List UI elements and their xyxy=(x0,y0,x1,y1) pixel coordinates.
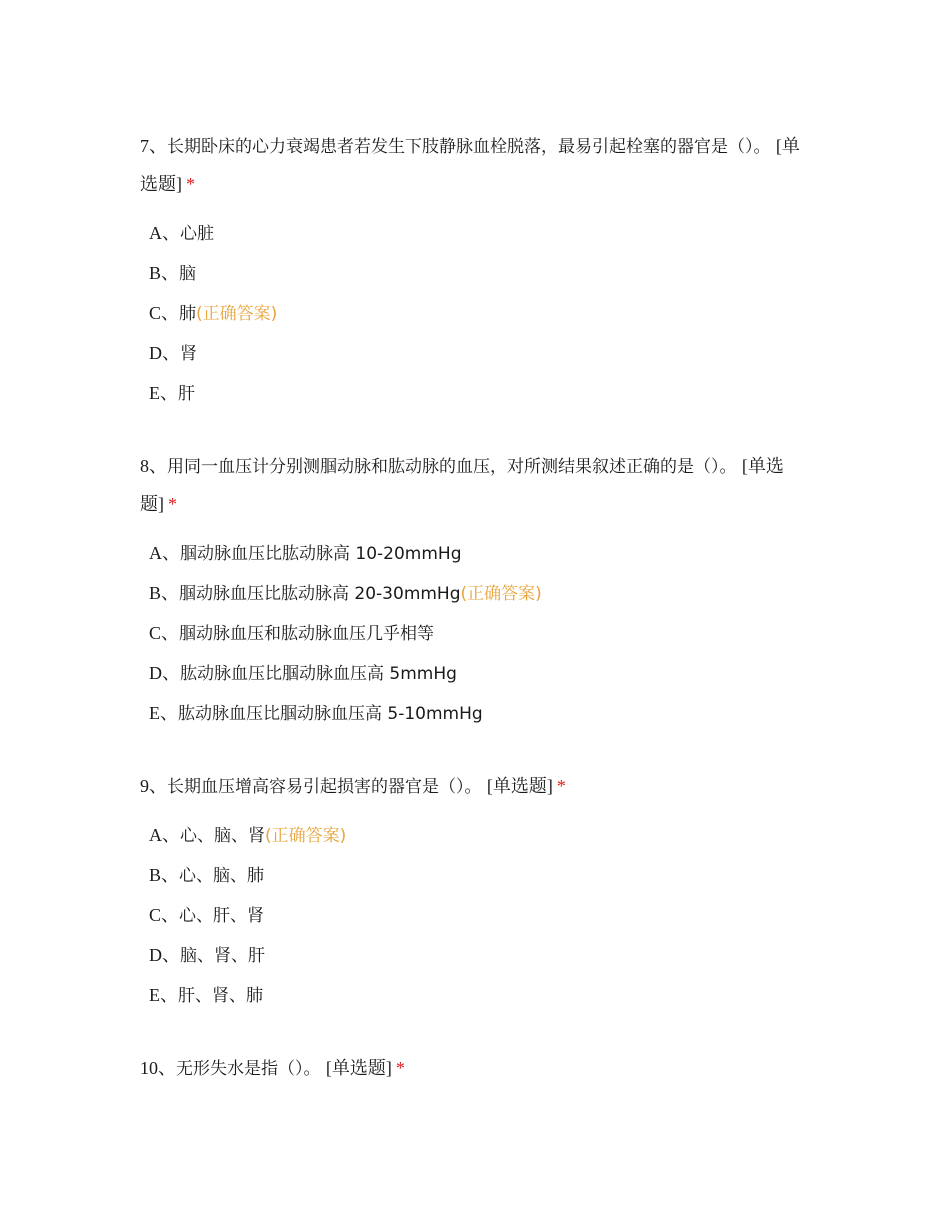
option-text: 腘动脉血压比肱动脉高 10-20mmHg xyxy=(180,544,462,564)
question-title xyxy=(140,128,800,204)
option-a[interactable] xyxy=(140,533,800,573)
option-text: 心、脑、肾 xyxy=(180,826,265,846)
option-e[interactable] xyxy=(140,975,800,1015)
option-text: 脑、肾、肝 xyxy=(180,946,265,966)
option-text: 腘动脉血压和肱动脉血压几乎相等 xyxy=(179,624,435,644)
option-text: 肱动脉血压比腘动脉血压高 5mmHg xyxy=(180,664,457,684)
question-title xyxy=(140,1050,800,1088)
option-label: C、 xyxy=(149,623,180,643)
correct-answer-tag: (正确答案) xyxy=(196,304,278,324)
option-c[interactable] xyxy=(140,895,800,935)
option-label: B、 xyxy=(149,263,180,283)
required-mark: * xyxy=(556,776,566,796)
question-number: 10、 xyxy=(140,1058,176,1078)
option-label: E、 xyxy=(149,985,178,1005)
question-8 xyxy=(140,448,800,733)
question-type: [单选题] xyxy=(325,1058,392,1078)
option-label: D、 xyxy=(149,343,180,363)
option-text: 脑 xyxy=(179,264,197,284)
option-b[interactable] xyxy=(140,573,800,613)
option-c[interactable] xyxy=(140,293,800,333)
option-text: 肺 xyxy=(179,304,197,324)
option-label: A、 xyxy=(149,825,180,845)
option-label: E、 xyxy=(149,703,178,723)
option-list xyxy=(140,533,800,733)
option-a[interactable] xyxy=(140,815,800,855)
question-type: [单选题] xyxy=(486,776,553,796)
question-number: 7、 xyxy=(140,136,167,156)
option-text: 肝、肾、肺 xyxy=(178,986,263,1006)
option-label: D、 xyxy=(149,663,180,683)
option-text: 心脏 xyxy=(180,224,214,244)
option-d[interactable] xyxy=(140,935,800,975)
question-type: [单选题] xyxy=(140,456,784,514)
question-text: 长期血压增高容易引起损害的器官是（）。 xyxy=(167,777,482,797)
question-title xyxy=(140,768,800,806)
question-number: 9、 xyxy=(140,776,167,796)
option-label: A、 xyxy=(149,223,180,243)
correct-answer-tag: (正确答案) xyxy=(460,584,542,604)
option-a[interactable] xyxy=(140,213,800,253)
option-list xyxy=(140,213,800,413)
option-label: D、 xyxy=(149,945,180,965)
option-label: B、 xyxy=(149,865,180,885)
question-text: 无形失水是指（）。 xyxy=(176,1059,321,1079)
question-title xyxy=(140,448,800,524)
option-label: E、 xyxy=(149,383,178,403)
question-number: 8、 xyxy=(140,456,167,476)
question-text: 用同一血压计分别测腘动脉和肱动脉的血压，对所测结果叙述正确的是（）。 xyxy=(167,457,737,477)
option-text: 心、肝、肾 xyxy=(179,906,265,926)
option-label: B、 xyxy=(149,583,180,603)
question-text: 长期卧床的心力衰竭患者若发生下肢静脉血栓脱落，最易引起栓塞的器官是（）。 xyxy=(167,137,771,157)
option-label: A、 xyxy=(149,543,180,563)
required-mark: * xyxy=(395,1058,405,1078)
option-list xyxy=(140,815,800,1015)
option-b[interactable] xyxy=(140,253,800,293)
option-label: C、 xyxy=(149,303,180,323)
option-text: 心、脑、肺 xyxy=(179,866,265,886)
option-b[interactable] xyxy=(140,855,800,895)
question-type: [单选题] xyxy=(140,136,800,194)
option-text: 肝 xyxy=(178,384,195,404)
question-9 xyxy=(140,768,800,1015)
option-d[interactable] xyxy=(140,653,800,693)
required-mark: * xyxy=(168,494,177,514)
question-10 xyxy=(140,1050,800,1088)
option-text: 肾 xyxy=(180,344,197,364)
option-text: 腘动脉血压比肱动脉高 20-30mmHg xyxy=(179,584,461,604)
option-label: C、 xyxy=(149,905,180,925)
option-text: 肱动脉血压比腘动脉血压高 5-10mmHg xyxy=(178,704,483,724)
required-mark: * xyxy=(186,174,195,194)
question-7 xyxy=(140,128,800,413)
option-d[interactable] xyxy=(140,333,800,373)
option-e[interactable] xyxy=(140,693,800,733)
option-e[interactable] xyxy=(140,373,800,413)
option-c[interactable] xyxy=(140,613,800,653)
correct-answer-tag: (正确答案) xyxy=(265,826,347,846)
